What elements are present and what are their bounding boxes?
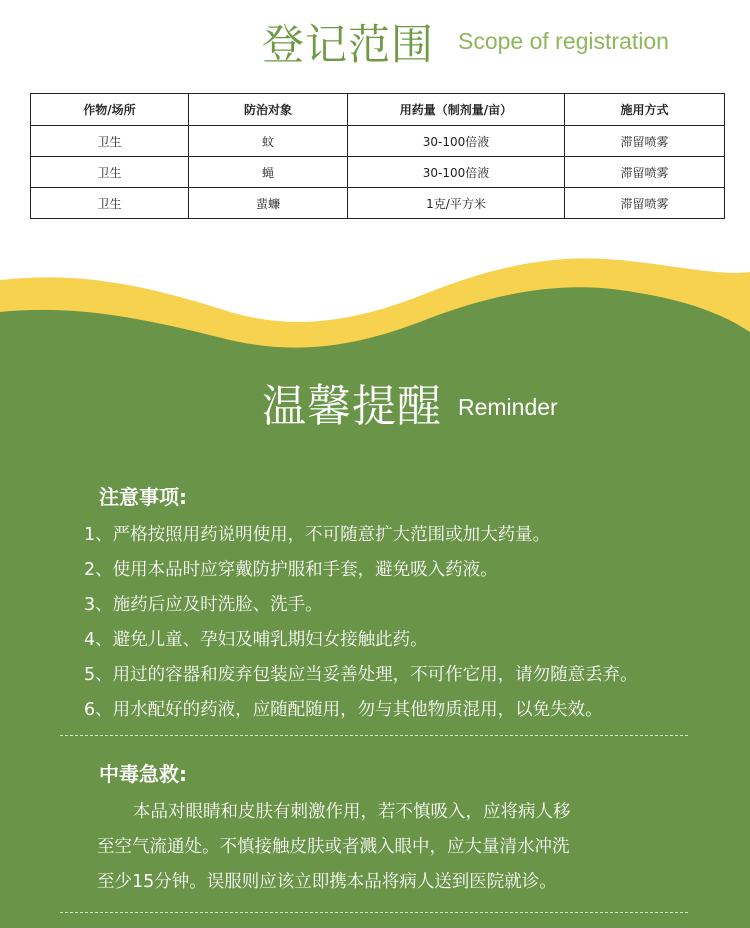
- reminder-title-en: Reminder: [458, 394, 558, 420]
- divider: [60, 912, 688, 913]
- list-item: 5、用过的容器和废弃包装应当妥善处理，不可作它用，请勿随意丢弃。: [84, 665, 638, 685]
- list-item: 1、严格按照用药说明使用，不可随意扩大范围或加大药量。: [84, 525, 551, 545]
- table-cell: 卫生: [31, 157, 189, 188]
- registration-title-en: Scope of registration: [458, 28, 669, 54]
- first-aid-line: 至空气流通处。不慎接触皮肤或者溅入眼中，应大量清水冲洗: [97, 837, 570, 857]
- table-row: [31, 126, 725, 157]
- notes-list: [84, 518, 638, 728]
- table-cell: 卫生: [31, 188, 189, 219]
- table-cell: 1克/平方米: [348, 188, 565, 219]
- registration-table: [30, 93, 725, 219]
- table-cell: 滞留喷雾: [565, 126, 725, 157]
- reminder-title-cn: 温馨提醒: [262, 381, 442, 432]
- table-cell: 30-100倍液: [348, 157, 565, 188]
- table-cell: 卫生: [31, 126, 189, 157]
- notes-heading: 注意事项:: [99, 485, 187, 509]
- list-item: 6、用水配好的药液，应随配随用，勿与其他物质混用，以免失效。: [84, 700, 603, 720]
- first-aid-line: 本品对眼睛和皮肤有刺激作用，若不慎吸入，应将病人移: [133, 802, 571, 822]
- table-cell: 蝇: [189, 157, 348, 188]
- table-header-cell: 防治对象: [189, 94, 348, 126]
- registration-title: [0, 10, 750, 70]
- table-row: [31, 157, 725, 188]
- table-cell: 滞留喷雾: [565, 157, 725, 188]
- divider: [60, 735, 688, 736]
- list-item: 3、施药后应及时洗脸、洗手。: [84, 595, 323, 615]
- table-header-cell: 施用方式: [565, 94, 725, 126]
- table-row: [31, 188, 725, 219]
- table-header-cell: 用药量（制剂量/亩）: [348, 94, 565, 126]
- first-aid-text: [97, 795, 677, 900]
- registration-title-cn: 登记范围: [262, 20, 435, 69]
- list-item: 2、使用本品时应穿戴防护服和手套，避免吸入药液。: [84, 560, 498, 580]
- table-cell: 滞留喷雾: [565, 188, 725, 219]
- table-cell: 蚊: [189, 126, 348, 157]
- first-aid-heading: 中毒急救:: [99, 762, 187, 786]
- table-header-row: [31, 94, 725, 126]
- table-header-cell: 作物/场所: [31, 94, 189, 126]
- first-aid-line: 至少15分钟。误服则应该立即携本品将病人送到医院就诊。: [97, 872, 557, 892]
- list-item: 4、避免儿童、孕妇及哺乳期妇女接触此药。: [84, 630, 428, 650]
- table-cell: 蜚蠊: [189, 188, 348, 219]
- wave-divider: [0, 250, 750, 370]
- table-cell: 30-100倍液: [348, 126, 565, 157]
